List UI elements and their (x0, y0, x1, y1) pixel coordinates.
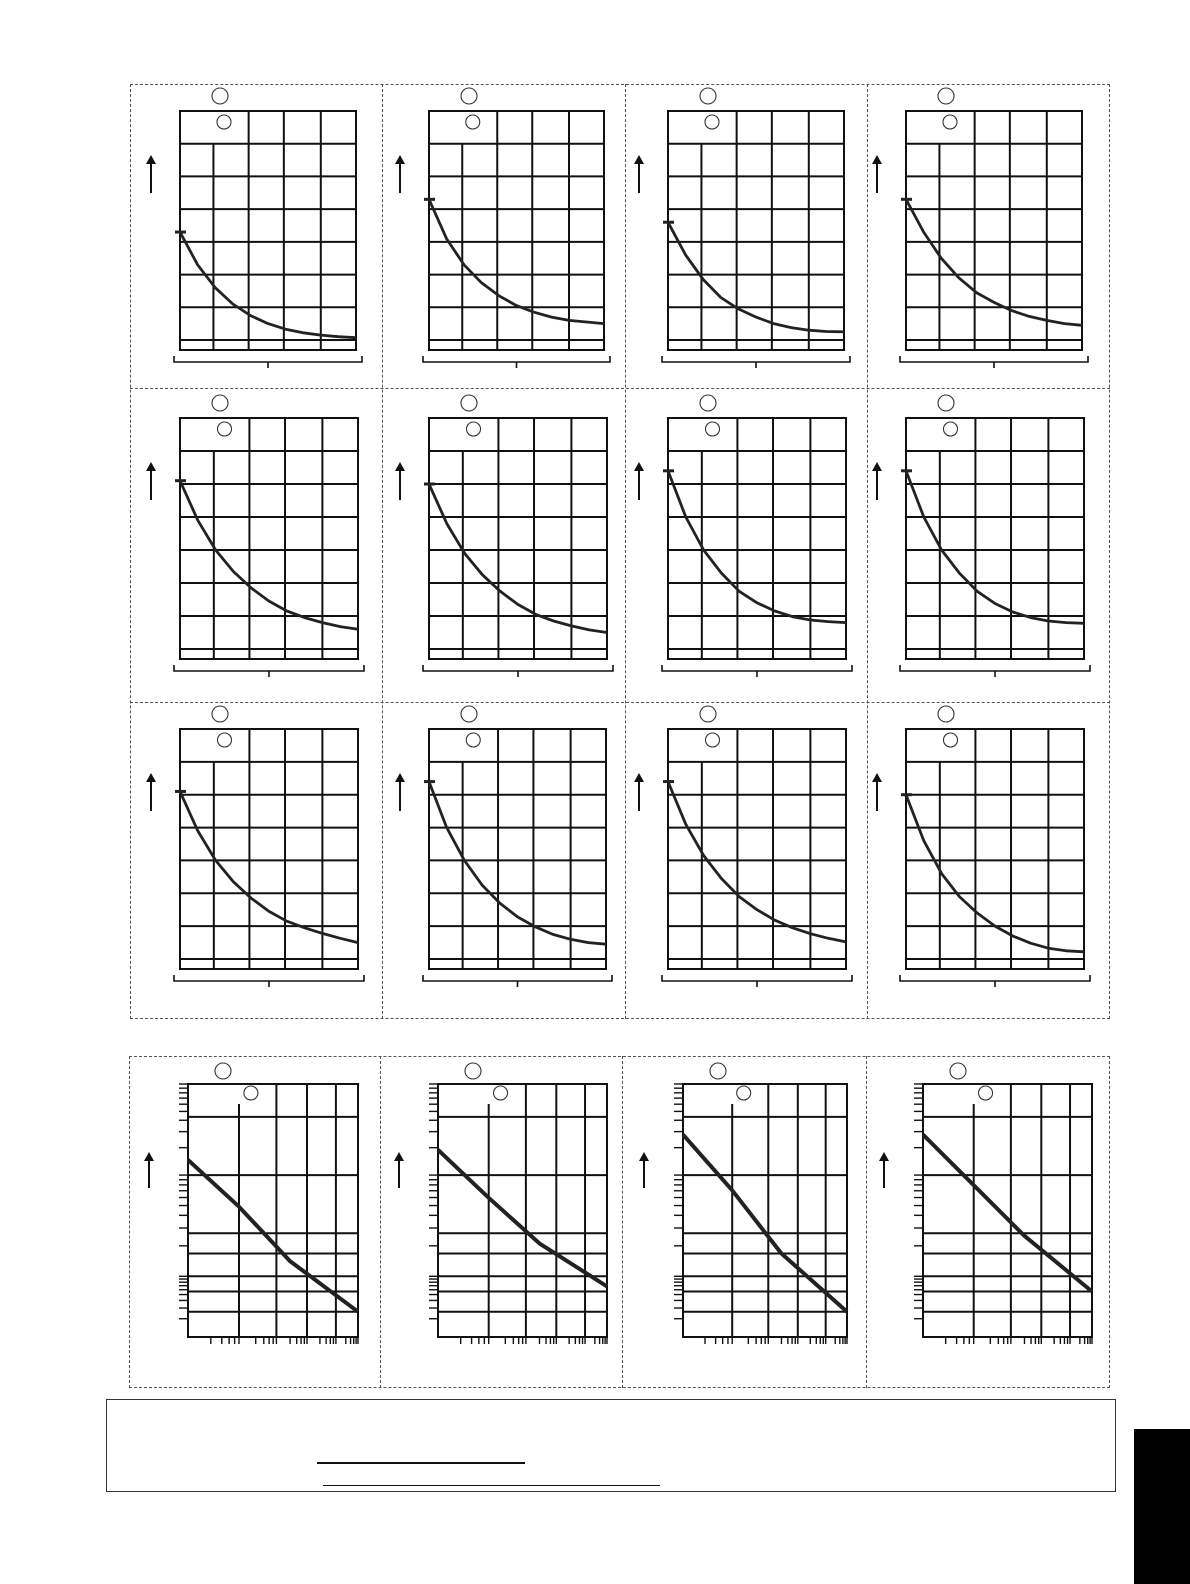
note-underline (317, 1462, 525, 1464)
panel-circle-marker (950, 1063, 966, 1079)
plot-area-frame (923, 1084, 1092, 1337)
legend-circle-marker (979, 1086, 993, 1100)
note-underline (323, 1485, 660, 1486)
series-line (923, 1135, 1092, 1292)
up-arrow-icon (879, 1152, 889, 1161)
notes-box (106, 1399, 1116, 1492)
section-tab (1134, 1429, 1190, 1584)
